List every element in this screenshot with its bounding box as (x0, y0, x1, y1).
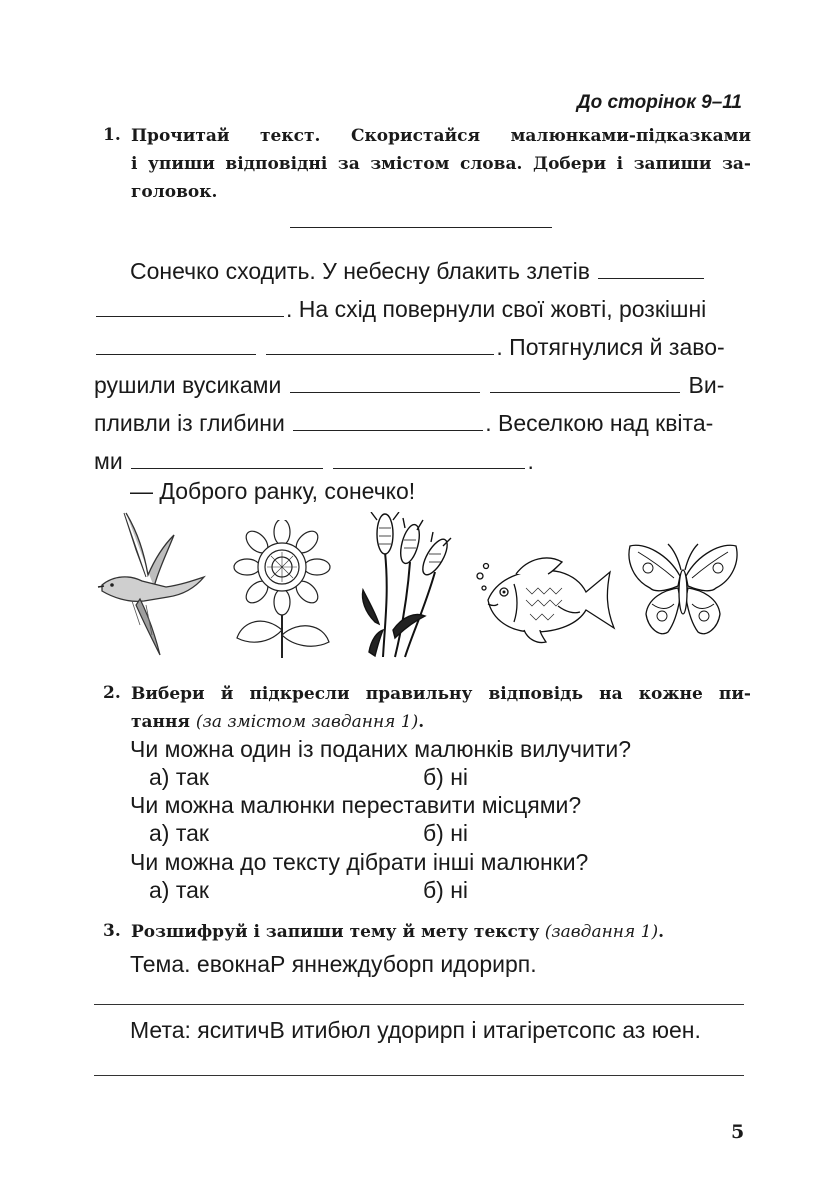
task3-instruction-note: (завдання 1) (544, 922, 659, 942)
text-line-3-words: . Потягнулися й заво- (496, 334, 725, 360)
goal-answer-line[interactable] (94, 1075, 744, 1076)
blank-4[interactable] (266, 353, 494, 355)
task3-instruction-text: Розшифруй і запиши тему й мету тексту (131, 922, 540, 942)
task2-instruction-note: (за змістом завдання 1) (195, 712, 419, 732)
task2-instruction-line2 (131, 708, 751, 736)
text-line-4-start: рушили вусиками (94, 372, 282, 398)
bird-icon (96, 505, 208, 660)
blank-7[interactable] (293, 429, 483, 431)
text-line-4-end: Ви- (688, 372, 725, 398)
question-2: Чи можна малюнки переставити місцями? (130, 792, 582, 818)
topic-cipher: Тема. евокнаР яннеждуборп идорирп. (130, 951, 537, 977)
butterfly-icon (624, 540, 742, 642)
task3-instruction (131, 918, 664, 946)
text-line-6-start: ми (94, 448, 123, 474)
task3-number: 3. (103, 921, 121, 941)
text-line-5-end: . Веселкою над квіта- (485, 410, 714, 436)
task2-instruction-dot: . (418, 712, 425, 732)
question-1: Чи можна один із поданих малюнків вилучити? (130, 736, 632, 762)
sunflower-icon (225, 520, 340, 660)
task1-instruction-line2: і упиши відповідні за змістом слова. Добери і запиши за- (131, 154, 751, 174)
question-3-option-b[interactable]: б) ні (423, 877, 469, 903)
text-line-2-words: . На схід повернули свої жовті, розкішні (286, 296, 707, 322)
question-2-option-b[interactable]: б) ні (423, 820, 469, 846)
text-line-6-end: . (527, 448, 534, 474)
question-3-option-a[interactable]: а) так (149, 877, 209, 903)
question-3: Чи можна до тексту дібрати інші малюнки? (130, 849, 589, 875)
task2-instruction-line1: Вибери й підкресли правильну відповідь на кожне пи- (131, 684, 751, 704)
task1-instruction-line3: головок. (131, 182, 218, 202)
blank-8[interactable] (131, 467, 323, 469)
text-line-1 (130, 258, 706, 285)
fish-icon (474, 548, 616, 648)
blank-3[interactable] (96, 353, 256, 355)
greeting-line: — Доброго ранку, сонечко! (130, 478, 416, 504)
blank-6[interactable] (490, 391, 680, 393)
text-line-5 (94, 410, 713, 437)
wheat-icon (355, 512, 455, 660)
question-2-option-a[interactable]: а) так (149, 820, 209, 846)
title-blank[interactable] (290, 227, 552, 228)
task2-instruction (131, 680, 751, 736)
text-line-2 (94, 296, 706, 323)
text-line-6 (94, 448, 534, 475)
task1-number: 1. (103, 125, 121, 145)
question-1-option-b[interactable]: б) ні (423, 764, 469, 790)
text-line-5-start: пливли із глибини (94, 410, 285, 436)
blank-5[interactable] (290, 391, 480, 393)
task3-instruction-dot: . (658, 922, 665, 942)
blank-9[interactable] (333, 467, 525, 469)
task2-number: 2. (103, 683, 121, 703)
task2-instruction-word: тання (131, 712, 190, 732)
question-1-option-a[interactable]: а) так (149, 764, 209, 790)
page-number: 5 (731, 1121, 745, 1143)
page-reference: До сторінок 9–11 (576, 92, 742, 113)
text-line-3 (94, 334, 725, 361)
goal-cipher: Мета: яситичВ итибюл удорирп і итагіретсопс аз юен. (130, 1017, 701, 1043)
text-line-1-words: Сонечко сходить. У небесну блакить злетів (130, 258, 591, 284)
task1-instruction-line1: Прочитай текст. Скористайся малюнками-підказками (131, 126, 751, 146)
topic-answer-line[interactable] (94, 1004, 744, 1005)
task1-instruction (131, 122, 751, 206)
blank-1[interactable] (598, 277, 704, 279)
blank-2[interactable] (96, 315, 284, 317)
text-line-4 (94, 372, 724, 399)
